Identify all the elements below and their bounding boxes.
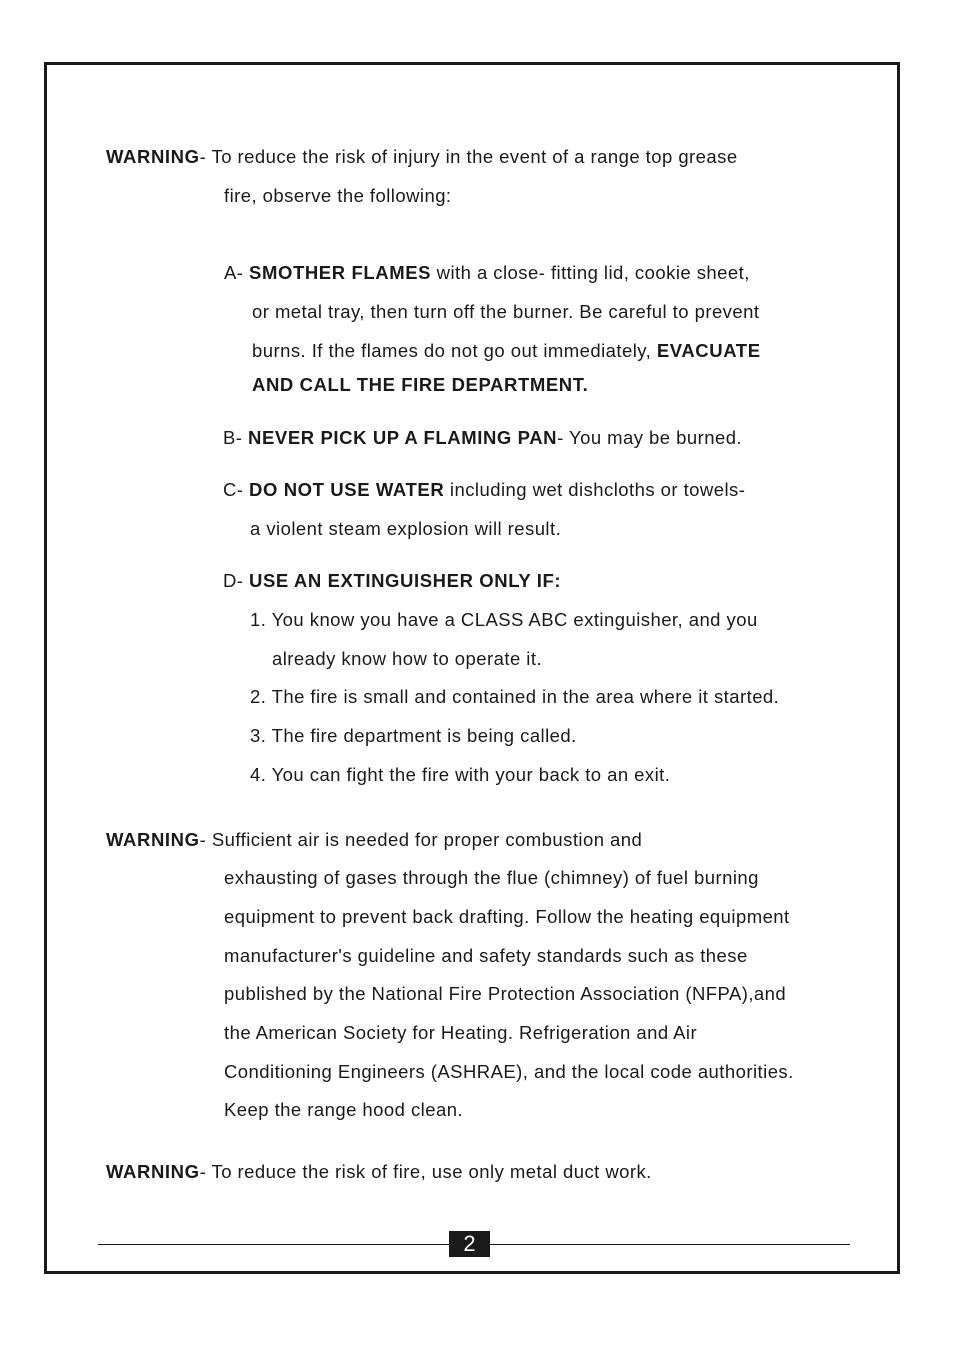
- item-d-heading: D- USE AN EXTINGUISHER ONLY IF:: [223, 570, 562, 591]
- warning-label: WARNING: [106, 1161, 200, 1182]
- warning-2-line-5: published by the National Fire Protection Association (NFPA),and: [224, 983, 787, 1004]
- item-d-sub-1-line-1: 1. You know you have a CLASS ABC extinguisher, and you: [250, 609, 758, 630]
- item-a-line-3: burns. If the flames do not go out immediately, EVACUATE: [252, 340, 761, 361]
- item-d-sub-1-line-2: already know how to operate it.: [272, 648, 543, 669]
- item-a-line-4: AND CALL THE FIRE DEPARTMENT.: [252, 374, 589, 395]
- warning-1-line-2: fire, observe the following:: [224, 185, 452, 206]
- warning-2-line-2: exhausting of gases through the flue (chimney) of fuel burning: [224, 867, 759, 888]
- item-c-line-1: C- DO NOT USE WATER including wet dishcloths or towels-: [223, 479, 746, 500]
- item-c-line-2: a violent steam explosion will result.: [250, 518, 562, 539]
- item-d-sub-3: 3. The fire department is being called.: [250, 725, 577, 746]
- warning-2-line-8: Keep the range hood clean.: [224, 1099, 464, 1120]
- item-d-sub-2: 2. The fire is small and contained in the area where it started.: [250, 686, 780, 707]
- warning-1-line-1: WARNING- To reduce the risk of injury in the event of a range top grease: [106, 146, 738, 167]
- item-a-line-1: A- SMOTHER FLAMES with a close- fitting lid, cookie sheet,: [224, 262, 750, 283]
- item-b: B- NEVER PICK UP A FLAMING PAN- You may be burned.: [223, 427, 743, 448]
- item-a-line-2: or metal tray, then turn off the burner. Be careful to prevent: [252, 301, 760, 322]
- warning-3: WARNING- To reduce the risk of fire, use only metal duct work.: [106, 1161, 652, 1182]
- warning-2-line-3: equipment to prevent back drafting. Follow the heating equipment: [224, 906, 790, 927]
- warning-label: WARNING: [106, 829, 200, 850]
- warning-label: WARNING: [106, 146, 200, 167]
- warning-2-line-7: Conditioning Engineers (ASHRAE), and the local code authorities.: [224, 1061, 794, 1082]
- warning-2-line-4: manufacturer's guideline and safety standards such as these: [224, 945, 748, 966]
- warning-2-line-1: WARNING- Sufficient air is needed for proper combustion and: [106, 829, 643, 850]
- page-number: 2: [449, 1231, 490, 1257]
- warning-2-line-6: the American Society for Heating. Refrigeration and Air: [224, 1022, 698, 1043]
- item-d-sub-4: 4. You can fight the fire with your back to an exit.: [250, 764, 671, 785]
